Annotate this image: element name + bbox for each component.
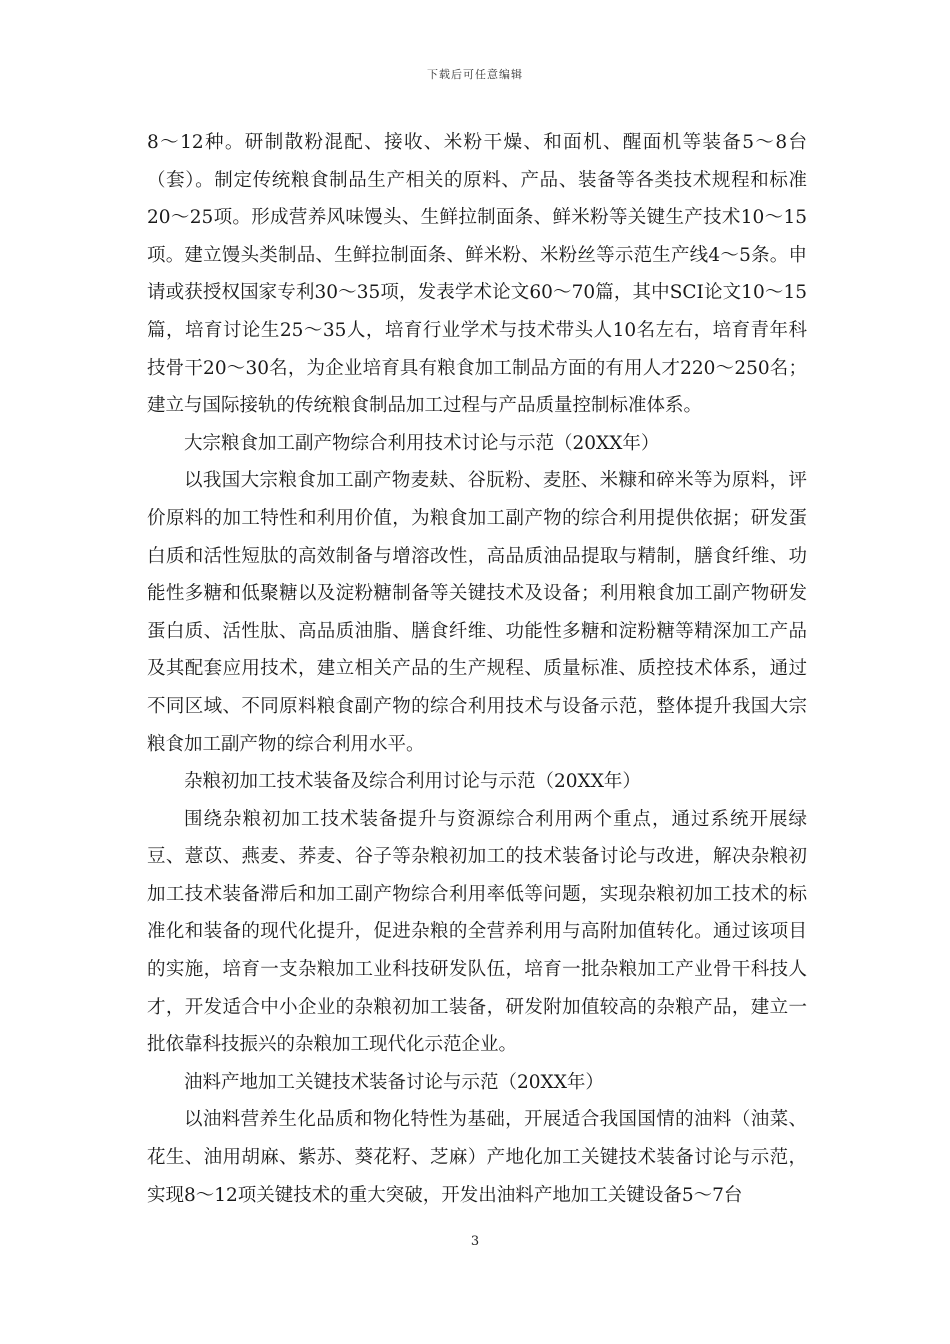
- document-body: [147, 124, 807, 1214]
- section-heading-byproducts: 大宗粮食加工副产物综合利用技术讨论与示范（20XX年）: [184, 432, 660, 454]
- paragraph-oilseeds: 以油料营养生化品质和物化特性为基础，开展适合我国国情的油料（油菜、花生、油用胡麻、紫苏、葵花籽、芝麻）产地化加工关键技术装备讨论与示范，实现8～12项关键技术的重大突破，开发出油料产地加工关键设备5～7台: [147, 1109, 807, 1206]
- section-heading-oilseeds: 油料产地加工关键技术装备讨论与示范（20XX年）: [184, 1071, 604, 1093]
- page-header: 下载后可任意编辑: [427, 68, 523, 81]
- page-number: 3: [470, 1234, 480, 1249]
- paragraph-continuation: 8～12种。研制散粉混配、接收、米粉干燥、和面机、醒面机等装备5～8台（套）。制定传统粮食制品生产相关的原料、产品、装备等各类技术规程和标准20～25项。形成营养风味馒头、生鲜拉制面条、鲜米粉等关键生产技术10～15项。建立馒头类制品、生鲜拉制面条、鲜米粉、米粉丝等示范生产线4～5条。申请或获授权国家专利30～35项，发表学术论文60～70篇，其中SCI论文10～15篇，培育讨论生25～35人，培育行业学术与技术带头人10名左右，培育青年科技骨干20～30名，为企业培育具有粮食加工制品方面的有用人才220～250名；建立与国际接轨的传统粮食制品加工过程与产品质量控制标准体系。: [147, 132, 807, 417]
- section-heading-coarse-grains: 杂粮初加工技术装备及综合利用讨论与示范（20XX年）: [184, 771, 641, 793]
- paragraph-byproducts: 以我国大宗粮食加工副产物麦麸、谷朊粉、麦胚、米糠和碎米等为原料，评价原料的加工特性和利用价值，为粮食加工副产物的综合利用提供依据；研发蛋白质和活性短肽的高效制备与增溶改性，高品质油品提取与精制，膳食纤维、功能性多糖和低聚糖以及淀粉糖制备等关键技术及设备；利用粮食加工副产物研发蛋白质、活性肽、高品质油脂、膳食纤维、功能性多糖和淀粉糖等精深加工产品及其配套应用技术，建立相关产品的生产规程、质量标准、质控技术体系，通过不同区域、不同原料粮食副产物的综合利用技术与设备示范，整体提升我国大宗粮食加工副产物的综合利用水平。: [147, 470, 807, 755]
- paragraph-coarse-grains: 围绕杂粮初加工技术装备提升与资源综合利用两个重点，通过系统开展绿豆、薏苡、燕麦、荞麦、谷子等杂粮初加工的技术装备讨论与改进，解决杂粮初加工技术装备滞后和加工副产物综合利用率低等问题，实现杂粮初加工技术的标准化和装备的现代化提升，促进杂粮的全营养利用与高附加值转化。通过该项目的实施，培育一支杂粮加工业科技研发队伍，培育一批杂粮加工产业骨干科技人才，开发适合中小企业的杂粮初加工装备，研发附加值较高的杂粮产品，建立一批依靠科技振兴的杂粮加工现代化示范企业。: [147, 808, 807, 1056]
